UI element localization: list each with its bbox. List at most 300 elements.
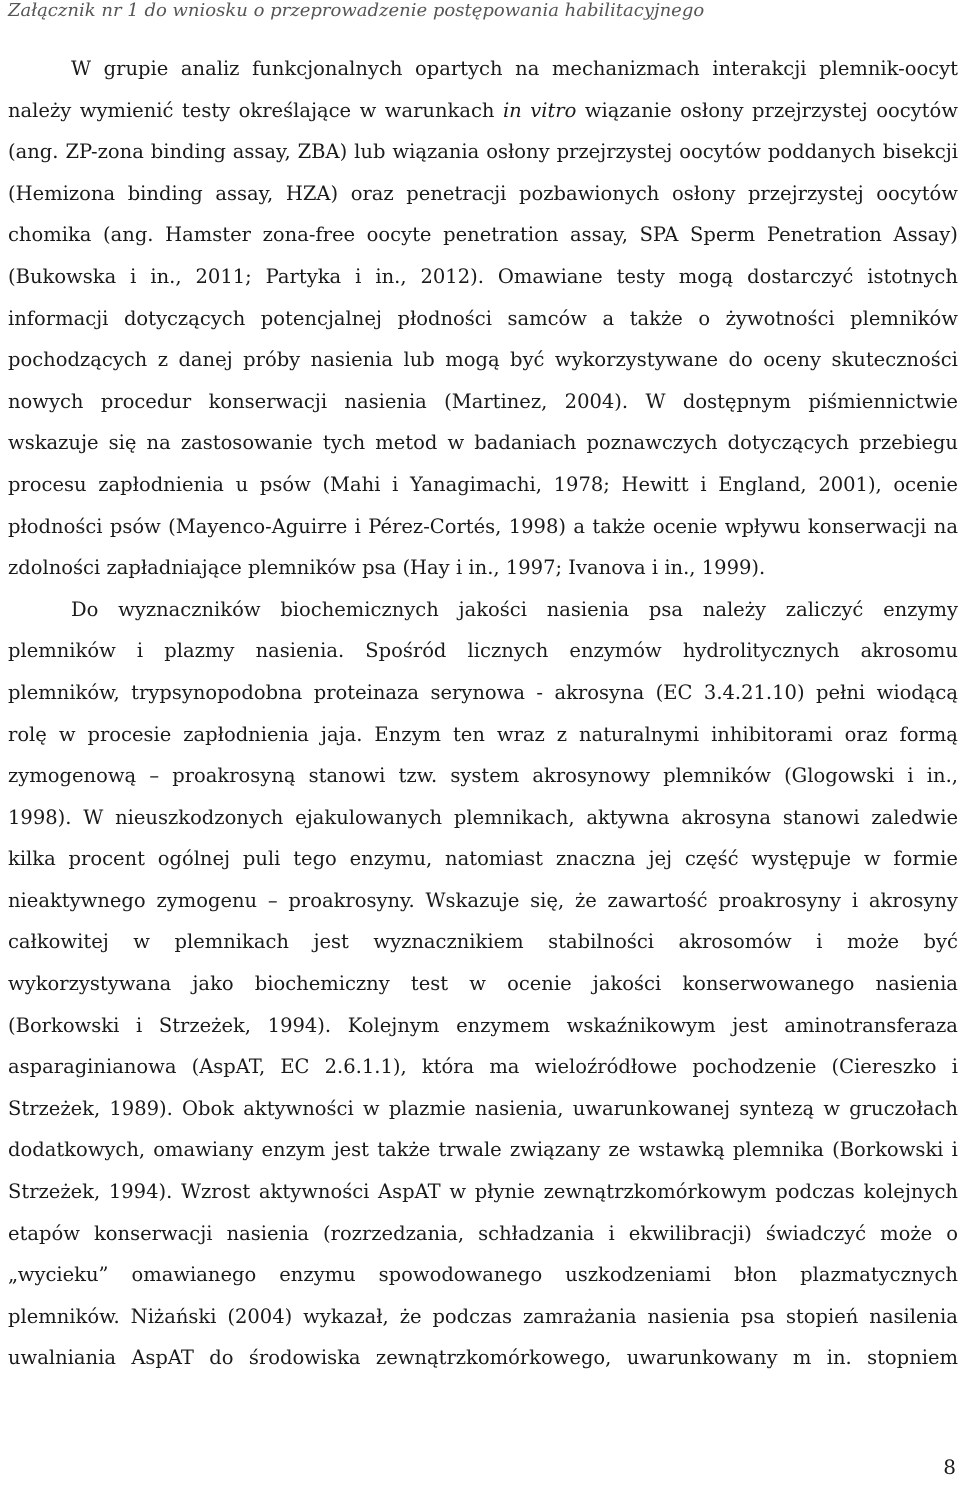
- word: assay,: [215, 181, 274, 205]
- word: AspAT: [378, 1180, 441, 1204]
- word: lub: [403, 348, 435, 372]
- word: i: [355, 264, 362, 288]
- word: 2004).: [564, 389, 629, 413]
- word: (rozrzedzania,: [323, 1221, 465, 1245]
- word: testy: [181, 98, 231, 122]
- word: nasilenia: [869, 1304, 958, 1328]
- word: w: [359, 98, 377, 122]
- word: wykorzystywana: [8, 972, 172, 996]
- word: (AspAT,: [191, 1055, 266, 1079]
- word: HZA): [285, 181, 339, 205]
- word: się: [108, 431, 137, 455]
- word: (ang.: [8, 140, 59, 164]
- text-line: [8, 173, 958, 215]
- word: konserwacji: [208, 389, 328, 413]
- word: aminotransferaza: [784, 1013, 958, 1037]
- text-line: [8, 422, 958, 464]
- word: proakrosyny.: [288, 888, 415, 912]
- word: i: [816, 930, 823, 954]
- word: i: [951, 1055, 958, 1079]
- word: Hamster: [165, 223, 251, 247]
- word: enzymu: [279, 1263, 356, 1287]
- word: mechanizmach: [551, 57, 700, 80]
- word: żywotności: [725, 306, 835, 330]
- word: na: [515, 57, 540, 80]
- word: oceny: [763, 348, 821, 372]
- word: być: [923, 930, 958, 954]
- word: procesie: [87, 722, 172, 746]
- word: wskazuje: [8, 431, 99, 455]
- word: oraz: [350, 181, 394, 205]
- word: także: [377, 1138, 431, 1162]
- word: nieaktywnego: [8, 888, 146, 912]
- word: wieloźródłowe: [534, 1055, 678, 1079]
- word: i: [700, 472, 707, 496]
- word: w: [469, 972, 486, 996]
- word: W: [645, 389, 666, 413]
- word: plemników: [248, 556, 356, 580]
- word: licznych: [467, 639, 549, 663]
- word: i: [354, 514, 361, 538]
- word: w: [133, 930, 150, 954]
- word: że: [574, 888, 597, 912]
- word: in: [502, 98, 522, 122]
- word: „wycieku”: [8, 1263, 109, 1287]
- text-line: [8, 298, 958, 340]
- word: formą: [899, 722, 958, 746]
- word: Wskazuje: [425, 888, 520, 912]
- word: spowodowanego: [378, 1263, 543, 1287]
- word: Spośród: [365, 639, 447, 663]
- word: w: [863, 847, 881, 871]
- word: o: [946, 1221, 958, 1245]
- word: samców: [507, 306, 587, 330]
- text-line: [8, 630, 958, 672]
- word: in.,: [664, 556, 696, 580]
- word: gruczołach: [849, 1096, 958, 1120]
- word: także: [592, 514, 646, 538]
- word: nasienia: [226, 1221, 309, 1245]
- text-line: [8, 838, 958, 880]
- word: etapów: [8, 1221, 80, 1245]
- word: podczas: [775, 1180, 855, 1204]
- word: wyznacznikiem: [373, 930, 524, 954]
- word: in.,: [926, 764, 958, 788]
- text-line: [8, 1005, 958, 1047]
- word: błon: [734, 1263, 778, 1287]
- word: stanowi: [308, 764, 386, 788]
- word: wymienić: [79, 98, 174, 122]
- word: stanowi: [782, 805, 860, 829]
- word: stopień: [785, 1304, 859, 1328]
- word: 1998).: [8, 805, 72, 829]
- word: Kolejnym: [347, 1013, 440, 1037]
- word: psów: [259, 472, 311, 496]
- word: wstawką: [638, 1138, 725, 1162]
- text-line: [8, 1088, 958, 1130]
- word: warunkach: [384, 98, 495, 122]
- word: Do: [71, 597, 99, 621]
- word: i: [907, 764, 914, 788]
- word: zewnątrzkomórkowym: [543, 1180, 767, 1204]
- word: Strzeżek,: [8, 1096, 101, 1120]
- word: wiodącą: [876, 680, 958, 704]
- word: stopniem: [867, 1346, 958, 1370]
- word: 1998): [508, 514, 566, 538]
- word: uszkodzeniami: [565, 1263, 712, 1287]
- word: świadczyć: [765, 1221, 867, 1245]
- word: proakrosyny: [718, 888, 842, 912]
- word: aktywności: [258, 1180, 370, 1204]
- word: uwarunkowany: [626, 1346, 778, 1370]
- word: mogą: [678, 264, 734, 288]
- word: wiązania: [392, 140, 480, 164]
- text-line: [8, 1129, 958, 1171]
- word: u: [235, 472, 249, 496]
- word: plemnik-oocyt: [819, 57, 958, 80]
- word: (EC: [655, 680, 693, 704]
- word: zapłodnienia: [183, 722, 309, 746]
- word: Strzeżek,: [8, 1180, 101, 1204]
- word: dotyczących: [727, 431, 849, 455]
- word: 3.4.21.10): [703, 680, 805, 704]
- word: a: [602, 306, 615, 330]
- word: osłony: [680, 98, 744, 122]
- word: jest: [313, 930, 349, 954]
- text-line: [8, 1046, 958, 1088]
- word: zapładniające: [106, 556, 242, 580]
- word: funkcjonalnych: [252, 57, 403, 80]
- word: vitro: [530, 98, 577, 122]
- word: metod: [375, 431, 438, 455]
- word: próby: [243, 348, 301, 372]
- word: nowych: [8, 389, 84, 413]
- word: ze: [608, 1138, 631, 1162]
- word: ZBA): [297, 140, 348, 164]
- text-line: [8, 921, 958, 963]
- word: chomika: [8, 223, 92, 247]
- word: akrosyna: [681, 805, 772, 829]
- word: określające: [238, 98, 352, 122]
- word: dostarczyć: [747, 264, 854, 288]
- word: (Borkowski: [8, 1013, 120, 1037]
- word: assay,: [232, 140, 291, 164]
- word: plazmatycznych: [800, 1263, 958, 1287]
- word: Wzrost: [180, 1180, 251, 1204]
- word: osłony: [671, 181, 736, 205]
- word: in.: [826, 1346, 852, 1370]
- word: badaniach: [474, 431, 577, 455]
- word: w: [58, 722, 76, 746]
- word: zawartość: [607, 888, 708, 912]
- word: schładzania: [478, 1221, 595, 1245]
- word: natomiast: [445, 847, 544, 871]
- word: zastosowanie: [180, 431, 313, 455]
- word: plemników.: [8, 1304, 120, 1328]
- word: grupie: [103, 57, 169, 80]
- word: procesu: [8, 472, 87, 496]
- word: być: [510, 348, 545, 372]
- word: 2.6.1.1),: [324, 1055, 407, 1079]
- word: jaja.: [320, 722, 363, 746]
- word: Enzym: [374, 722, 441, 746]
- word: (2004): [227, 1304, 293, 1328]
- word: dodatkowych,: [8, 1138, 146, 1162]
- word: ogólnej: [157, 847, 231, 871]
- word: Niżański: [130, 1304, 217, 1328]
- word: stabilności: [548, 930, 655, 954]
- word: wraz: [496, 722, 545, 746]
- word: asparaginianowa: [8, 1055, 177, 1079]
- word: osłony: [486, 140, 550, 164]
- word: (Ciereszko: [831, 1055, 937, 1079]
- word: plemników: [8, 639, 116, 663]
- word: konserwacji: [807, 514, 927, 538]
- word: jako: [192, 972, 234, 996]
- word: która: [421, 1055, 475, 1079]
- word: konserwacji: [93, 1221, 213, 1245]
- word: lub: [354, 140, 386, 164]
- word: m: [792, 1346, 812, 1370]
- word: (Martinez,: [444, 389, 548, 413]
- body-text: [8, 48, 958, 1379]
- word: enzymów: [569, 639, 662, 663]
- text-line: [8, 797, 958, 839]
- word: rolę: [8, 722, 47, 746]
- page-number: 8: [943, 1455, 956, 1479]
- text-line: [8, 464, 958, 506]
- word: 2011;: [195, 264, 252, 288]
- word: z: [157, 348, 168, 372]
- word: (ang.: [103, 223, 154, 247]
- text-line: [8, 755, 958, 797]
- word: dostępnym: [682, 389, 791, 413]
- word: Penetration: [766, 223, 882, 247]
- word: istotnych: [867, 264, 958, 288]
- word: system: [450, 764, 520, 788]
- word: tych: [322, 431, 366, 455]
- word: plazmie: [388, 1096, 466, 1120]
- word: serynowa: [430, 680, 525, 704]
- word: i: [392, 472, 399, 496]
- word: zamrażania: [522, 1304, 637, 1328]
- word: wykorzystywane: [554, 348, 719, 372]
- word: podczas: [432, 1304, 512, 1328]
- word: jej: [648, 847, 673, 871]
- word: formie: [893, 847, 958, 871]
- word: tego: [293, 847, 337, 871]
- word: informacji: [8, 306, 109, 330]
- word: ma: [489, 1055, 520, 1079]
- word: i: [851, 888, 859, 912]
- text-line: [8, 714, 958, 756]
- word: należy: [702, 597, 767, 621]
- word: jest: [732, 1013, 768, 1037]
- word: zymogenową: [8, 764, 137, 788]
- word: plemników: [850, 306, 958, 330]
- word: akrosomu: [860, 639, 958, 663]
- word: in.,: [375, 264, 407, 288]
- word: (Mahi: [322, 472, 381, 496]
- word: zona-free: [262, 223, 356, 247]
- word: występuje: [751, 847, 852, 871]
- word: (Borkowski: [832, 1138, 944, 1162]
- word: uwarunkowanej: [572, 1096, 731, 1120]
- text-line: [8, 547, 958, 589]
- text-line: [8, 381, 958, 423]
- word: należy: [8, 98, 72, 122]
- word: pochodzenie: [692, 1055, 817, 1079]
- word: całkowitej: [8, 930, 109, 954]
- word: test: [410, 972, 449, 996]
- word: w: [449, 1180, 467, 1204]
- text-line: [8, 90, 958, 132]
- word: potencjalnej: [260, 306, 382, 330]
- word: 1978;: [553, 472, 610, 496]
- word: (Mayenco-Aguirre: [168, 514, 348, 538]
- word: oocyte: [366, 223, 432, 247]
- word: 1994).: [108, 1180, 173, 1204]
- word: W: [71, 57, 92, 80]
- word: pochodzących: [8, 348, 148, 372]
- word: assay,: [570, 223, 628, 247]
- text-line: [8, 131, 958, 173]
- word: nasienia: [310, 348, 394, 372]
- word: jakości: [458, 597, 527, 621]
- word: zaliczyć: [785, 597, 864, 621]
- word: aktywna: [586, 805, 670, 829]
- word: plemnikach: [174, 930, 289, 954]
- word: 1997;: [505, 556, 563, 580]
- word: plemników: [663, 764, 771, 788]
- text-line: [8, 48, 958, 90]
- word: i: [608, 1221, 615, 1245]
- word: Partyka: [265, 264, 342, 288]
- word: psa: [648, 597, 683, 621]
- word: płodności: [397, 306, 492, 330]
- word: nasienia: [344, 389, 427, 413]
- word: że: [399, 1304, 422, 1328]
- word: przebiegu: [859, 431, 958, 455]
- word: plemnikach,: [453, 805, 575, 829]
- word: 1999).: [701, 556, 766, 580]
- word: piśmiennictwie: [808, 389, 958, 413]
- word: także: [629, 306, 683, 330]
- word: inhibitorami: [711, 722, 833, 746]
- word: Sperm: [689, 223, 756, 247]
- word: psa: [362, 556, 397, 580]
- word: W: [83, 805, 104, 829]
- text-line: [8, 880, 958, 922]
- word: Pérez-Cortés,: [368, 514, 502, 538]
- word: enzymu,: [349, 847, 433, 871]
- word: związany: [509, 1138, 601, 1162]
- word: 2012).: [420, 264, 484, 288]
- word: i: [130, 264, 137, 288]
- word: w: [823, 1096, 841, 1120]
- word: syntezą: [739, 1096, 815, 1120]
- word: wskaźnikowym: [566, 1013, 716, 1037]
- word: do: [728, 348, 753, 372]
- word: i: [951, 1138, 958, 1162]
- word: do: [209, 1346, 234, 1370]
- word: zymogenu: [156, 888, 258, 912]
- word: i: [136, 639, 144, 663]
- word: oocytów: [876, 181, 958, 205]
- word: nieuszkodzonych: [115, 805, 284, 829]
- word: wykazał,: [303, 1304, 389, 1328]
- text-line: [8, 339, 958, 381]
- word: wpływu: [724, 514, 801, 538]
- word: psa: [740, 1304, 775, 1328]
- word: in.,: [150, 264, 182, 288]
- word: jest: [333, 1138, 369, 1162]
- word: analiz: [180, 57, 240, 80]
- word: psów: [109, 514, 161, 538]
- text-line: [8, 1213, 958, 1255]
- text-line: [8, 1337, 958, 1379]
- word: biochemicznych: [280, 597, 439, 621]
- word: SPA: [639, 223, 679, 247]
- word: interakcji: [712, 57, 807, 80]
- word: –: [267, 888, 278, 912]
- word: bisekcji: [882, 140, 958, 164]
- word: plazmy: [164, 639, 235, 663]
- word: skuteczności: [831, 348, 958, 372]
- word: nasienia: [546, 597, 630, 621]
- word: procedur: [100, 389, 192, 413]
- word: wiązanie: [584, 98, 672, 122]
- word: proteinaza: [313, 680, 419, 704]
- word: plemników,: [8, 680, 120, 704]
- word: na: [933, 514, 958, 538]
- word: i: [455, 556, 463, 580]
- word: procent: [68, 847, 145, 871]
- word: część: [684, 847, 739, 871]
- word: przejrzystej: [556, 140, 673, 164]
- text-line: [8, 214, 958, 256]
- word: hydrolitycznych: [682, 639, 840, 663]
- word: poddanych: [767, 140, 876, 164]
- word: 1994).: [267, 1013, 332, 1037]
- text-line: [8, 1171, 958, 1213]
- word: Strzeżek,: [158, 1013, 252, 1037]
- word: puli: [242, 847, 281, 871]
- word: England,: [718, 472, 807, 496]
- word: –: [149, 764, 160, 788]
- word: biochemiczny: [254, 972, 390, 996]
- word: przejrzystej: [752, 98, 868, 122]
- word: zdolności: [8, 556, 101, 580]
- word: enzymem: [456, 1013, 550, 1037]
- word: nasienia.: [255, 639, 345, 663]
- word: aktywności: [243, 1096, 354, 1120]
- word: i: [135, 1013, 143, 1037]
- word: testy: [616, 264, 665, 288]
- word: tzw.: [398, 764, 438, 788]
- word: może: [846, 930, 900, 954]
- word: (Glogowski: [784, 764, 895, 788]
- word: zaledwie: [871, 805, 958, 829]
- word: oraz: [844, 722, 888, 746]
- word: ocenie: [893, 472, 958, 496]
- word: w: [447, 431, 465, 455]
- word: in.,: [468, 556, 500, 580]
- word: Obok: [182, 1096, 235, 1120]
- word: ekwilibracji): [628, 1221, 752, 1245]
- word: a: [573, 514, 585, 538]
- word: ejakulowanych: [295, 805, 443, 829]
